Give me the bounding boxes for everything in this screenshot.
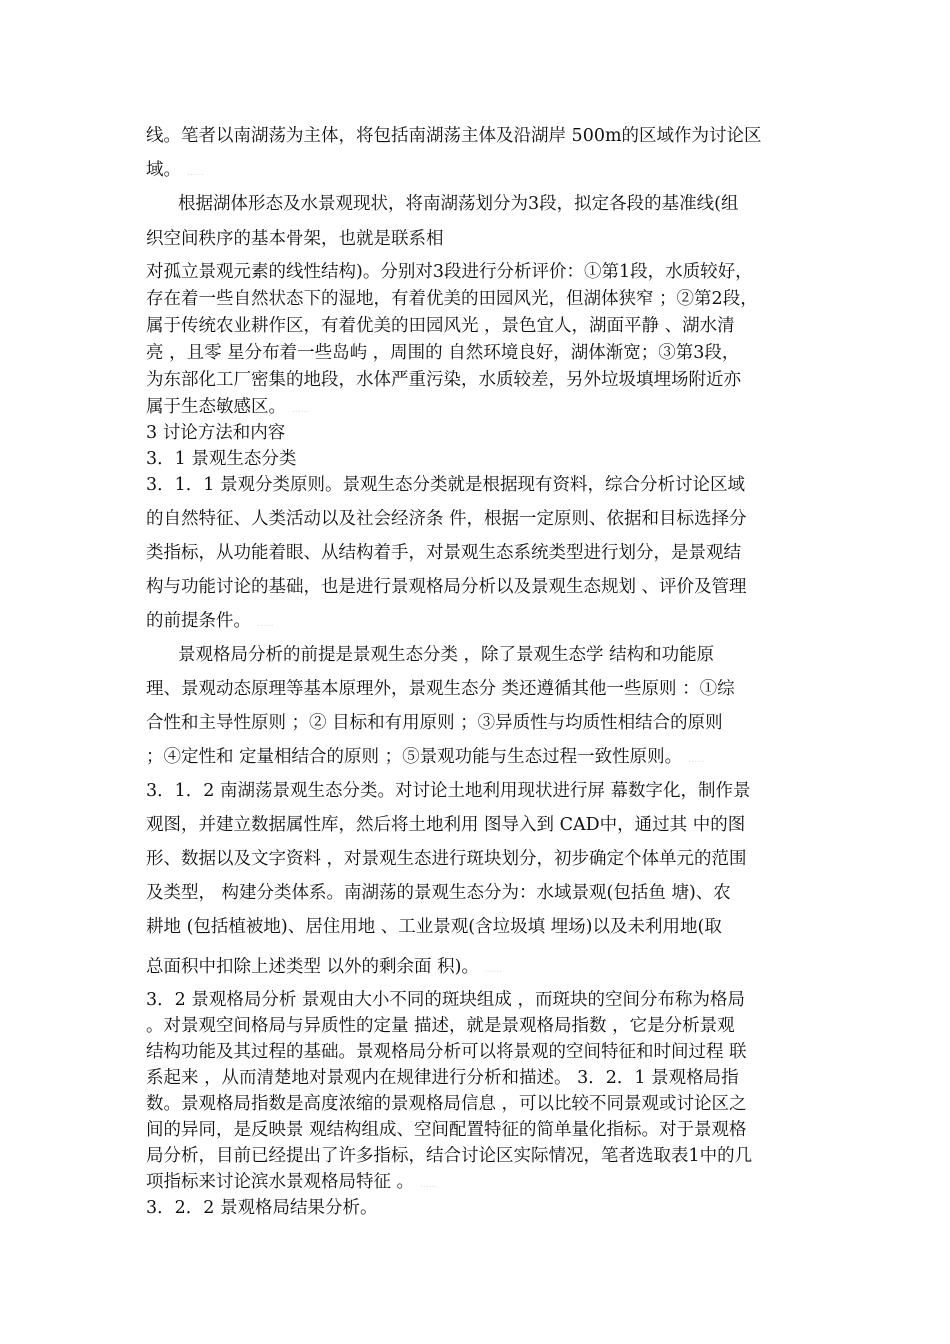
text-line: 线。笔者以南湖荡为主体，将包括南湖荡主体及沿湖岸 500m的区域作为讨论区 bbox=[146, 126, 762, 146]
text-line: 域。 ...... bbox=[146, 160, 205, 180]
text-line: 及类型， 构建分类体系。南湖荡的景观生态分为：水域景观(包括鱼 塘)、农 bbox=[146, 883, 731, 903]
section-heading: 3．1 景观生态分类 bbox=[146, 449, 297, 469]
text-line: 为东部化工厂密集的地段，水体严重污染，水质较差，另外垃圾填埋场附近亦 bbox=[146, 370, 741, 390]
text-line: 观图，并建立数据属性库，然后将土地利用 图导入到 CAD中，通过其 中的图 bbox=[146, 815, 746, 835]
section-heading: 3．2．2 景观格局结果分析。 bbox=[146, 1198, 378, 1218]
text-line: 对孤立景观元素的线性结构)。分别对3段进行分析评价：①第1段，水质较好， bbox=[146, 262, 753, 282]
text-line: 景观格局分析的前提是景观生态分类 ，除了景观生态学 结构和功能原 bbox=[178, 645, 715, 665]
text-line: 属于生态敏感区。 ...... bbox=[146, 397, 310, 417]
text-line: 形、数据以及文字资料 ，对景观生态进行斑块划分，初步确定个体单元的范围 bbox=[146, 849, 747, 869]
text-line: 的前提条件。 ...... bbox=[146, 611, 275, 631]
text-line: 局分析，目前已经提出了许多指标，结合讨论区实际情况，笔者选取表1中的几 bbox=[146, 1146, 753, 1166]
text-line: 3．1．2 南湖荡景观生态分类。对讨论土地利用现状进行屏 幕数字化，制作景 bbox=[146, 781, 751, 801]
text-line: 3．2 景观格局分析 景观由大小不同的斑块组成 ，而斑块的空间分布称为格局 bbox=[146, 990, 745, 1010]
text-line: 3．1．1 景观分类原则。景观生态分类就是根据现有资料，综合分析讨论区域 bbox=[146, 475, 745, 495]
text-line: 属于传统农业耕作区，有着优美的田园风光 ，景色宜人，湖面平静 、湖水清 bbox=[146, 316, 735, 336]
text-line: 的自然特征、人类活动以及社会经济条 件，根据一定原则、依据和目标选择分 bbox=[146, 509, 747, 529]
text-line: 理、景观动态原理等基本原理外，景观生态分 类还遵循其他一些原则 ：①综 bbox=[146, 679, 735, 699]
text-line: 总面积中扣除上述类型 以外的剩余面 积)。 ...... bbox=[146, 957, 503, 977]
text-line: ；④定性和 定量相结合的原则 ；⑤景观功能与生态过程一致性原则。 ...... bbox=[146, 747, 706, 767]
text-line: 。对景观空间格局与异质性的定量 描述，就是景观格局指数 ，它是分析景观 bbox=[146, 1016, 735, 1036]
text-line: 系起来 ，从而清楚地对景观内在规律进行分析和描述。 3．2．1 景观格局指 bbox=[146, 1068, 739, 1088]
text-line: 数。景观格局指数是高度浓缩的景观格局信息 ，可以比较不同景观或讨论区之 bbox=[146, 1094, 747, 1114]
text-line: 根据湖体形态及水景观现状，将南湖荡划分为3段，拟定各段的基准线(组 bbox=[178, 194, 739, 214]
text-line: 间的异同，是反映景 观结构组成、空间配置特征的简单量化指标。对于景观格 bbox=[146, 1120, 747, 1140]
text-line: 结构功能及其过程的基础。景观格局分析可以将景观的空间特征和时间过程 联 bbox=[146, 1042, 747, 1062]
text-line: 构与功能讨论的基础，也是进行景观格局分析以及景观生态规划 、评价及管理 bbox=[146, 577, 747, 597]
text-line: 合性和主导性原则 ；② 目标和有用原则 ；③异质性与均质性相结合的原则 bbox=[146, 713, 723, 733]
text-line: 项指标来讨论滨水景观格局特征 。 ...... bbox=[146, 1172, 438, 1192]
text-line: 耕地 (包括植被地)、居住用地 、工业景观(含垃圾填 埋场)以及未利用地(取 bbox=[146, 917, 722, 937]
text-line: 织空间秩序的基本骨架，也就是联系相 bbox=[146, 229, 444, 249]
section-heading: 3 讨论方法和内容 bbox=[146, 423, 286, 443]
text-line: 类指标，从功能着眼、从结构着手，对景观生态系统类型进行划分，是景观结 bbox=[146, 543, 741, 563]
text-line: 亮 ，且零 星分布着一些岛屿 ，周围的 自然环境良好，湖体渐宽；③第3段， bbox=[146, 343, 740, 363]
text-line: 存在着一些自然状态下的湿地，有着优美的田园风光，但湖体狭窄 ；②第2段， bbox=[146, 289, 758, 309]
